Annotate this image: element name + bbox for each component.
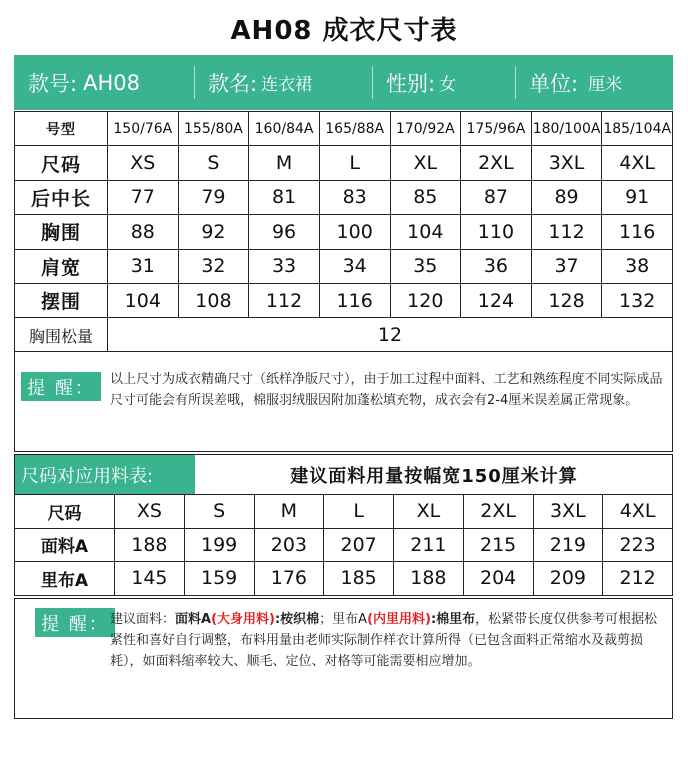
table-cell: 212 xyxy=(603,562,673,596)
table-row xyxy=(15,215,673,249)
table-cell: 175/96A xyxy=(461,112,532,146)
row-label: 后中长 xyxy=(15,180,108,214)
table-cell: 170/92A xyxy=(390,112,461,146)
table-cell: 79 xyxy=(178,180,249,214)
table-cell: 92 xyxy=(178,215,249,249)
table-cell: 81 xyxy=(249,180,320,214)
info-gender xyxy=(372,55,515,110)
table-row xyxy=(15,318,673,352)
table-cell: 104 xyxy=(108,283,179,317)
info-style-name xyxy=(194,55,372,110)
text-highlight: (内里用料) xyxy=(367,612,431,627)
product-info-bar xyxy=(14,55,673,110)
table-cell: 108 xyxy=(178,283,249,317)
table-cell: 155/80A xyxy=(178,112,249,146)
info-value: AH08 xyxy=(83,70,140,95)
table-cell: 176 xyxy=(254,562,324,596)
size-table xyxy=(14,111,673,353)
table-cell: 32 xyxy=(178,249,249,283)
table-cell: 37 xyxy=(531,249,602,283)
table-cell: 12 xyxy=(108,318,673,352)
table-cell: 124 xyxy=(461,283,532,317)
table-cell: 209 xyxy=(533,562,603,596)
row-label: 摆围 xyxy=(15,283,108,317)
table-cell: L xyxy=(324,495,394,529)
table-cell: 203 xyxy=(254,528,324,562)
page-title: AH08 成衣尺寸表 xyxy=(230,16,458,46)
fabric-table-header xyxy=(14,454,673,494)
row-label: 面料A xyxy=(15,528,115,562)
reminder-box xyxy=(14,351,673,452)
table-cell: 85 xyxy=(390,180,461,214)
table-row xyxy=(15,528,673,562)
text-segment: 建议面料： xyxy=(110,612,176,627)
table-cell: 88 xyxy=(108,215,179,249)
text-segment: :棉里布 xyxy=(430,612,476,627)
table-cell: 31 xyxy=(108,249,179,283)
table-cell: 96 xyxy=(249,215,320,249)
text-segment: :桉织棉 xyxy=(274,612,320,627)
row-label: 里布A xyxy=(15,562,115,596)
divider xyxy=(372,66,373,99)
table-row xyxy=(15,249,673,283)
table-cell: 2XL xyxy=(461,146,532,180)
table-cell: 223 xyxy=(603,528,673,562)
reminder-text: 以上尺寸为成衣精确尺寸（纸样净版尺寸），由于加工过程中面料、工艺和熟练程度不同实际成品尺寸可能会有所误差哦，棉服羽绒服因附加蓬松填充物，成衣会有2-4厘米误差属正常现象。 xyxy=(110,372,663,408)
table-cell: 165/88A xyxy=(319,112,390,146)
table-cell: XS xyxy=(115,495,185,529)
table-cell: 83 xyxy=(319,180,390,214)
text-segment: 面料A xyxy=(175,612,212,627)
info-unit xyxy=(515,55,673,110)
table-cell: 89 xyxy=(531,180,602,214)
table-cell: 4XL xyxy=(602,146,673,180)
table-cell: M xyxy=(254,495,324,529)
table-cell: 207 xyxy=(324,528,394,562)
table-cell: 150/76A xyxy=(108,112,179,146)
table-cell: 104 xyxy=(390,215,461,249)
table-cell: 128 xyxy=(531,283,602,317)
table-row xyxy=(15,112,673,146)
table-cell: 199 xyxy=(184,528,254,562)
table-cell: 112 xyxy=(531,215,602,249)
info-value: 连衣裙 xyxy=(261,75,313,95)
fabric-reminder-text xyxy=(110,609,670,672)
info-style-no xyxy=(14,55,194,110)
text-segment: ，松紧带长度仅供参考可根据松紧性和喜好自行调整，布料用量由老师实际制作样衣计算所得（已包含面料正常缩水及裁剪损耗），如面料缩率较大、顺毛、定位、对格等可能需要相应增加。 xyxy=(110,612,658,669)
table-cell: 3XL xyxy=(533,495,603,529)
table-cell: 188 xyxy=(394,562,464,596)
table-cell: 38 xyxy=(602,249,673,283)
table-row xyxy=(15,146,673,180)
table-cell: 116 xyxy=(319,283,390,317)
row-label: 尺码 xyxy=(15,495,115,529)
table-cell: 2XL xyxy=(463,495,533,529)
info-value: 女 xyxy=(439,75,457,95)
text-segment: ；里布A xyxy=(319,612,368,627)
table-cell: 215 xyxy=(463,528,533,562)
table-cell: 185 xyxy=(324,562,394,596)
table-cell: XL xyxy=(390,146,461,180)
table-cell: 4XL xyxy=(603,495,673,529)
info-label: 性别: xyxy=(386,71,436,96)
table-cell: 180/100A xyxy=(531,112,602,146)
table-cell: XL xyxy=(394,495,464,529)
divider xyxy=(515,66,516,99)
fabric-table xyxy=(14,494,673,596)
table-cell: 116 xyxy=(602,215,673,249)
table-row xyxy=(15,495,673,529)
table-cell: S xyxy=(184,495,254,529)
row-label: 肩宽 xyxy=(15,249,108,283)
table-cell: 33 xyxy=(249,249,320,283)
table-row xyxy=(15,283,673,317)
table-cell: 185/104A xyxy=(602,112,673,146)
table-cell: 35 xyxy=(390,249,461,283)
row-label: 胸围 xyxy=(15,215,108,249)
row-label: 胸围松量 xyxy=(15,318,108,352)
info-label: 单位: xyxy=(529,71,579,96)
table-cell: 3XL xyxy=(531,146,602,180)
table-cell: 36 xyxy=(461,249,532,283)
text-highlight: (大身用料) xyxy=(211,612,275,627)
table-cell: 77 xyxy=(108,180,179,214)
table-cell: 110 xyxy=(461,215,532,249)
table-cell: 188 xyxy=(115,528,185,562)
fabric-badge: 尺码对应用料表: xyxy=(15,455,195,494)
table-cell: 132 xyxy=(602,283,673,317)
table-cell: XS xyxy=(108,146,179,180)
row-label: 号型 xyxy=(15,112,108,146)
info-label: 款名: xyxy=(208,71,258,96)
fabric-title: 建议面料用量按幅宽150厘米计算 xyxy=(290,465,578,487)
table-cell: 87 xyxy=(461,180,532,214)
table-row xyxy=(15,180,673,214)
divider xyxy=(194,66,195,99)
table-row xyxy=(15,562,673,596)
table-cell: L xyxy=(319,146,390,180)
table-cell: S xyxy=(178,146,249,180)
table-cell: 211 xyxy=(394,528,464,562)
reminder-badge: 提 醒： xyxy=(35,608,115,637)
table-cell: 219 xyxy=(533,528,603,562)
table-cell: 91 xyxy=(602,180,673,214)
table-cell: 159 xyxy=(184,562,254,596)
table-cell: 204 xyxy=(463,562,533,596)
table-cell: 145 xyxy=(115,562,185,596)
table-cell: 100 xyxy=(319,215,390,249)
info-label: 款号: xyxy=(28,71,78,96)
info-value: 厘米 xyxy=(588,75,623,95)
table-cell: 160/84A xyxy=(249,112,320,146)
row-label: 尺码 xyxy=(15,146,108,180)
table-cell: M xyxy=(249,146,320,180)
table-cell: 112 xyxy=(249,283,320,317)
table-cell: 120 xyxy=(390,283,461,317)
fabric-reminder-box xyxy=(14,598,673,719)
reminder-badge: 提 醒： xyxy=(21,372,101,401)
table-cell: 34 xyxy=(319,249,390,283)
